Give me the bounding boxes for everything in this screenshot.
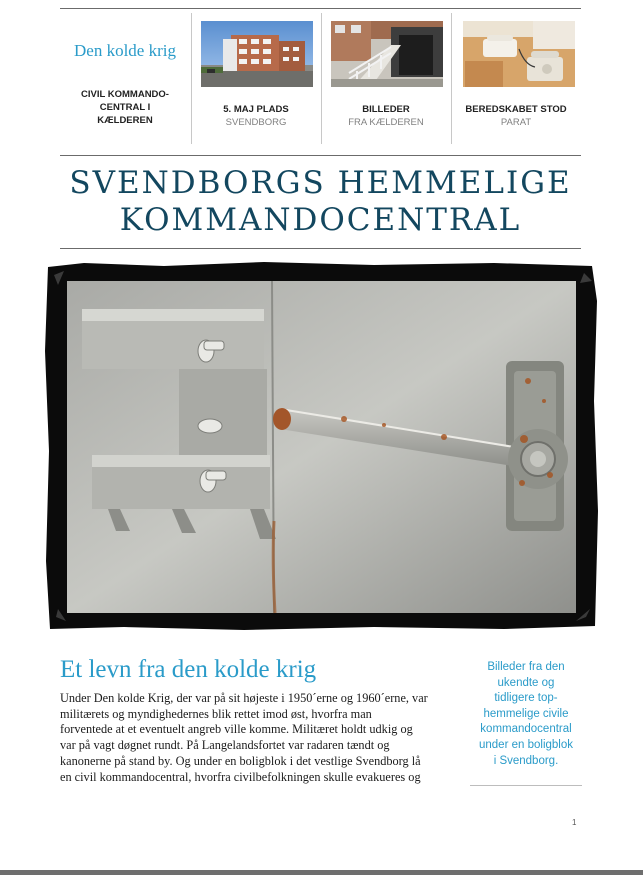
nav-caption-title: BEREDSKABET STOD [465,104,567,115]
sidebar-line: Billeder fra den [487,661,565,673]
brand-title[interactable]: Den kolde krig [74,41,176,60]
telephones-image [463,21,575,87]
page-title-line: KOMMANDOCENTRAL [119,202,522,238]
article-body [60,691,456,785]
article-line: militærets og myndighedernes blik rettet imod øst, hvorfra man [60,706,372,721]
sidebar-line: ukendte og [497,676,555,689]
thumbnail-building[interactable] [201,21,313,87]
nav-bottom-rule [60,155,581,156]
article-line: var på vagt døgnet rundt. På Langelandsfortet var radaren tændt og [60,738,390,753]
title-bottom-rule [60,248,581,249]
sidebar-caption [470,660,582,769]
nav-caption[interactable] [321,103,451,129]
article-heading: Et levn fra den kolde krig [60,656,317,683]
nav-caption-title: 5. MAJ PLADS [223,104,289,115]
nav-caption-title: CIVIL KOMMANDO- [81,89,169,100]
main-photo [44,261,599,631]
article-line: Under Den kolde Krig, der var på sit højeste i 1950´erne og 1960´erne, var [60,691,428,705]
nav-caption[interactable] [191,103,321,129]
sidebar-rule [470,785,582,786]
nav-caption-title: BILLEDER [362,104,410,115]
sidebar-line: under en boligblok [479,738,573,751]
sidebar-line: hemmelige civile [483,707,569,720]
sidebar-line: tidligere top- [494,692,558,705]
nav-caption-subtitle: PARAT [500,117,532,128]
nav-item-beredskabet[interactable] [451,13,581,144]
basement-image [331,21,443,87]
feature-nav [60,8,581,154]
nav-caption-title: CENTRAL I [99,102,151,113]
page-title-line: SVENDBORGS HEMMELIGE [69,165,572,201]
article-line: kanonerne på stand by. Og under en boligblok i det vestlige Svendborg lå [60,753,421,768]
thumbnail-basement[interactable] [331,21,443,87]
bottom-bar [0,870,643,875]
page-title [60,165,581,239]
sidebar-line: kommandocentral [480,723,572,736]
nav-item-billeder[interactable] [321,13,451,144]
bunker-door-image [44,261,599,631]
article-line: en civil kommandocentral, hvorfra civilbefolkningen skulle evakueres og [60,769,421,784]
nav-caption-subtitle: SVENDBORG [225,117,287,128]
nav-item-maj-plads[interactable] [191,13,321,144]
page-number: 1 [572,818,577,827]
sidebar-line: i Svendborg. [493,754,559,767]
thumbnail-telephones[interactable] [463,21,575,87]
article-line: forventede at et eventuelt angreb ville komme. Militæret holdt udkig og [60,722,413,737]
nav-caption-civil[interactable] [60,88,190,127]
nav-caption-title: KÆLDEREN [97,115,153,126]
building-image [201,21,313,87]
nav-caption[interactable] [451,103,581,129]
nav-caption-subtitle: FRA KÆLDEREN [348,117,424,128]
nav-brand-column[interactable] [60,13,190,144]
